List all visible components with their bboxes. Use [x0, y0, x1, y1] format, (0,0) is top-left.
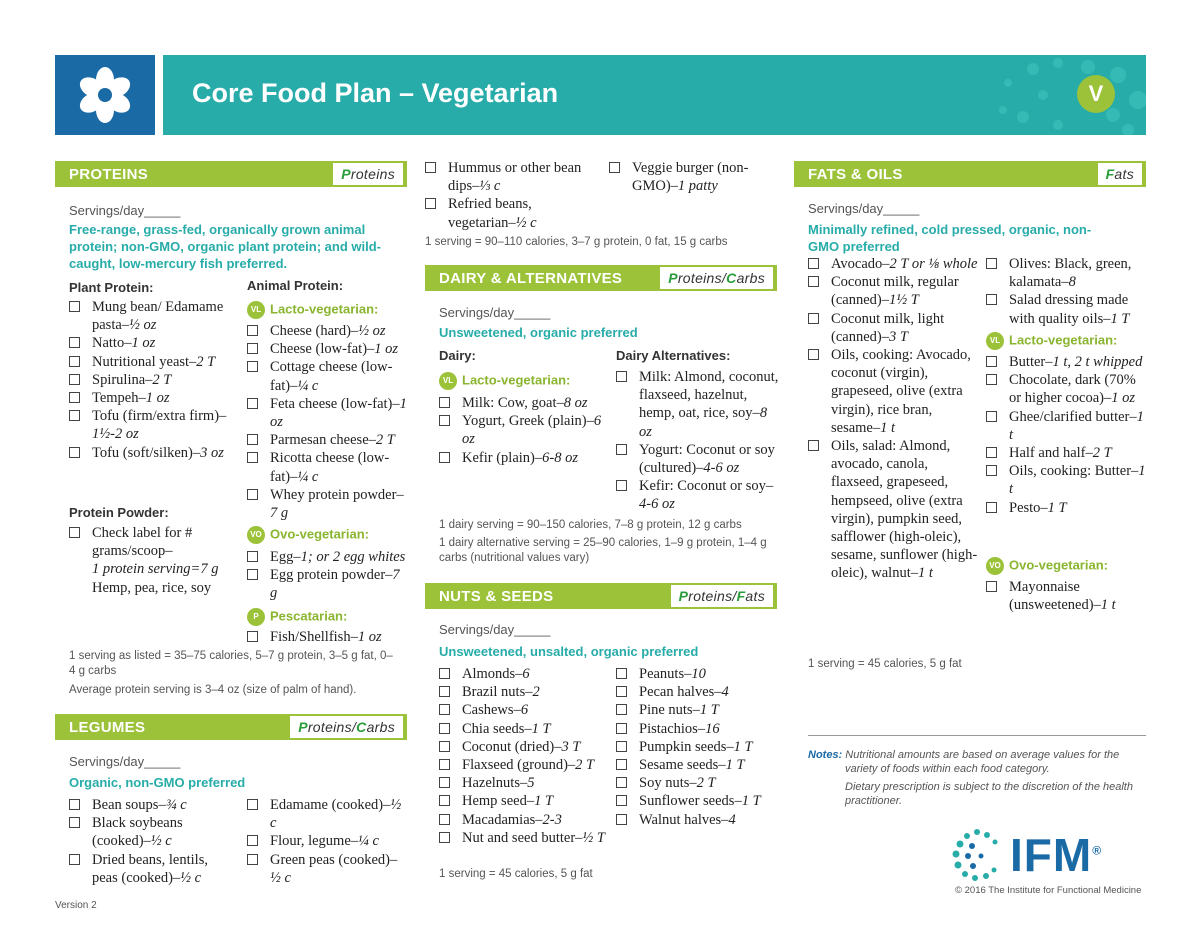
list-item: Avocado–2 T or ⅛ whole	[808, 255, 978, 273]
fats-list-2	[986, 255, 1146, 328]
category-tag: Proteins/Fats	[671, 585, 773, 607]
legumes-header	[55, 714, 407, 740]
list-item: Green peas (cooked)–½ c	[247, 851, 407, 887]
checkbox[interactable]	[247, 361, 258, 372]
preferred-note: Unsweetened, organic preferred	[439, 325, 638, 340]
category-tag: Proteins	[333, 163, 403, 185]
servings-per-day: Servings/day_____	[439, 305, 551, 320]
ovo-vegetarian-label: VO Ovo-vegetarian:	[986, 557, 1108, 575]
checkbox[interactable]	[69, 392, 80, 403]
page-title: Core Food Plan – Vegetarian	[192, 78, 559, 108]
checkbox[interactable]	[247, 325, 258, 336]
list-item: Whey protein powder–7 g	[247, 486, 409, 522]
protein-powder-list	[69, 524, 241, 597]
proteins-header	[55, 161, 407, 187]
ifm-dots-icon	[947, 826, 1017, 884]
protein-powder-title: Protein Powder:	[69, 505, 169, 520]
checkbox[interactable]	[616, 741, 627, 752]
list-item: Cheese (low-fat)–1 oz	[247, 340, 409, 358]
list-item: Egg–1; or 2 egg whites	[247, 548, 409, 566]
checkbox[interactable]	[247, 799, 258, 810]
list-item: Brazil nuts–2	[439, 683, 609, 701]
checkbox[interactable]	[69, 799, 80, 810]
checkbox[interactable]	[247, 551, 258, 562]
checkbox[interactable]	[616, 795, 627, 806]
checkbox[interactable]	[439, 668, 450, 679]
list-item: Chocolate, dark (70% or higher cocoa)–1 oz	[986, 371, 1146, 407]
checkbox[interactable]	[616, 686, 627, 697]
checkbox[interactable]	[986, 411, 997, 422]
section-title: FATS & OILS	[808, 166, 903, 183]
list-item: Natto–1 oz	[69, 334, 241, 352]
list-item: Milk: Cow, goat–8 oz	[439, 394, 604, 412]
list-item: Yogurt, Greek (plain)–6 oz	[439, 412, 604, 448]
section-title: NUTS & SEEDS	[439, 588, 554, 605]
checkbox[interactable]	[439, 814, 450, 825]
list-item: Kefir: Coconut or soy–4-6 oz	[616, 477, 781, 513]
checkbox[interactable]	[247, 434, 258, 445]
legume-serving-note: 1 serving = 90–110 calories, 3–7 g protein, 0 fat, 15 g carbs	[425, 236, 728, 248]
flower-icon	[55, 55, 155, 135]
list-item: Edamame (cooked)–½ c	[247, 796, 407, 832]
checkbox[interactable]	[616, 444, 627, 455]
nuts-list-1	[439, 665, 609, 847]
checkbox[interactable]	[439, 723, 450, 734]
checkbox[interactable]	[69, 301, 80, 312]
list-item: Soy nuts–2 T	[616, 774, 786, 792]
checkbox[interactable]	[439, 795, 450, 806]
lacto-vegetarian-label: VL Lacto-vegetarian:	[247, 301, 378, 319]
list-item: Bean soups–¾ c	[69, 796, 234, 814]
lacto-vegetarian-label: VL Lacto-vegetarian:	[439, 372, 570, 390]
checkbox[interactable]	[616, 777, 627, 788]
lacto-protein-list	[247, 322, 409, 522]
fats-list-1	[808, 255, 978, 583]
checkbox[interactable]	[986, 294, 997, 305]
animal-protein-title: Animal Protein:	[247, 278, 344, 293]
list-item: Refried beans, vegetarian–½ c	[425, 195, 595, 231]
ovo-protein-list	[247, 548, 409, 603]
fats-ovo-list	[986, 578, 1146, 614]
fats-oils-header	[794, 161, 1146, 187]
list-item: Cheese (hard)–½ oz	[247, 322, 409, 340]
list-item: Macadamias–2-3	[439, 811, 609, 829]
list-item: Egg protein powder–7 g	[247, 566, 409, 602]
checkbox[interactable]	[439, 704, 450, 715]
checkbox[interactable]	[69, 527, 80, 538]
checkbox[interactable]	[247, 489, 258, 500]
list-item: Check label for # grams/scoop– 1 protein serving=7 g Hemp, pea, rice, soy	[69, 524, 241, 597]
list-item: Pine nuts–1 T	[616, 701, 786, 719]
checkbox[interactable]	[69, 374, 80, 385]
checkbox[interactable]	[69, 337, 80, 348]
list-item: Nut and seed butter–½ T	[439, 829, 609, 847]
checkbox[interactable]	[808, 440, 819, 451]
list-item: Half and half–2 T	[986, 444, 1146, 462]
checkbox[interactable]	[616, 759, 627, 770]
legumes-cont-list-1	[425, 159, 595, 232]
list-item: Walnut halves–4	[616, 811, 786, 829]
list-item: Peanuts–10	[616, 665, 786, 683]
checkbox[interactable]	[986, 356, 997, 367]
checkbox[interactable]	[69, 410, 80, 421]
list-item: Sunflower seeds–1 T	[616, 792, 786, 810]
checkbox[interactable]	[425, 162, 436, 173]
pescatarian-label: P Pescatarian:	[247, 608, 347, 626]
list-item: Coconut milk, light (canned)–3 T	[808, 310, 978, 346]
list-item: Tofu (firm/extra firm)–1½-2 oz	[69, 407, 241, 443]
checkbox[interactable]	[986, 581, 997, 592]
list-item: Butter–1 t, 2 t whipped	[986, 353, 1146, 371]
checkbox[interactable]	[616, 371, 627, 382]
list-item: Salad dressing made with quality oils–1 T	[986, 291, 1146, 327]
list-item: Nutritional yeast–2 T	[69, 353, 241, 371]
list-item: Chia seeds–1 T	[439, 720, 609, 738]
list-item: Veggie burger (non-GMO)–1 patty	[609, 159, 779, 195]
list-item: Pumpkin seeds–1 T	[616, 738, 786, 756]
checkbox[interactable]	[247, 343, 258, 354]
checkbox[interactable]	[439, 686, 450, 697]
list-item: Flaxseed (ground)–2 T	[439, 756, 609, 774]
checkbox[interactable]	[439, 759, 450, 770]
list-item: Mayonnaise (unsweetened)–1 t	[986, 578, 1146, 614]
dairy-list	[439, 394, 604, 467]
checkbox[interactable]	[247, 631, 258, 642]
list-item: Oils, salad: Almond, avocado, canola, flaxseed, grapeseed, hempseed, olive (extra virgin), pumpkin seed, safflower (high-oleic), sesame, sunflower (high-oleic), walnut–1 t	[808, 437, 978, 583]
checkbox[interactable]	[986, 465, 997, 476]
list-item: Coconut (dried)–3 T	[439, 738, 609, 756]
checkbox[interactable]	[69, 854, 80, 865]
list-item: Pecan halves–4	[616, 683, 786, 701]
checkbox[interactable]	[439, 741, 450, 752]
category-tag: Proteins/Carbs	[290, 716, 403, 738]
list-item: Olives: Black, green, kalamata–8	[986, 255, 1146, 291]
checkbox[interactable]	[616, 480, 627, 491]
list-item: Hummus or other bean dips–⅓ c	[425, 159, 595, 195]
checkbox[interactable]	[808, 276, 819, 287]
checkbox[interactable]	[986, 258, 997, 269]
section-title: PROTEINS	[69, 166, 149, 183]
dairy-alternatives-title: Dairy Alternatives:	[616, 348, 731, 363]
list-item: Black soybeans (cooked)–½ c	[69, 814, 234, 850]
servings-per-day: Servings/day_____	[808, 201, 920, 216]
checkbox[interactable]	[986, 374, 997, 385]
legumes-list-2	[247, 796, 407, 887]
dairy-title: Dairy:	[439, 348, 476, 363]
servings-per-day: Servings/day_____	[439, 622, 551, 637]
divider	[808, 735, 1146, 736]
checkbox[interactable]	[425, 198, 436, 209]
checkbox[interactable]	[247, 569, 258, 580]
nuts-list-2	[616, 665, 786, 829]
header-logo	[55, 55, 155, 135]
list-item: Parmesan cheese–2 T	[247, 431, 409, 449]
list-item: Flour, legume–¼ c	[247, 832, 407, 850]
serving-note: 1 serving as listed = 35–75 calories, 5–7 g protein, 3–5 g fat, 0–4 g carbs	[69, 650, 393, 677]
list-item: Dried beans, lentils, peas (cooked)–½ c	[69, 851, 234, 887]
checkbox[interactable]	[986, 447, 997, 458]
checkbox[interactable]	[609, 162, 620, 173]
dairy-alt-serving-note: 1 dairy alternative serving = 25–90 calories, 1–9 g protein, 1–4 g carbs (nutritional values vary)	[439, 537, 767, 564]
list-item: Sesame seeds–1 T	[616, 756, 786, 774]
checkbox[interactable]	[616, 668, 627, 679]
checkbox[interactable]	[439, 397, 450, 408]
list-item: Fish/Shellfish–1 oz	[247, 628, 409, 646]
checkbox[interactable]	[247, 854, 258, 865]
list-item: Feta cheese (low-fat)–1 oz	[247, 395, 409, 431]
list-item: Pistachios–16	[616, 720, 786, 738]
checkbox[interactable]	[808, 258, 819, 269]
checkbox[interactable]	[616, 814, 627, 825]
checkbox[interactable]	[439, 832, 450, 843]
preferred-note: Organic, non-GMO preferred	[69, 775, 246, 790]
list-item: Hazelnuts–5	[439, 774, 609, 792]
nuts-serving-note: 1 serving = 45 calories, 5 g fat	[439, 868, 593, 880]
lacto-vegetarian-label: VL Lacto-vegetarian:	[986, 332, 1117, 350]
list-item: Spirulina–2 T	[69, 371, 241, 389]
list-item: Hemp seed–1 T	[439, 792, 609, 810]
plant-protein-title: Plant Protein:	[69, 280, 154, 295]
checkbox[interactable]	[247, 452, 258, 463]
notes-label: Notes:	[808, 749, 843, 761]
fats-serving-note: 1 serving = 45 calories, 5 g fat	[808, 658, 962, 670]
list-item: Cottage cheese (low-fat)–¼ c	[247, 358, 409, 394]
category-tag: Fats	[1098, 163, 1142, 185]
checkbox[interactable]	[808, 313, 819, 324]
nuts-seeds-header	[425, 583, 777, 609]
checkbox[interactable]	[616, 723, 627, 734]
preferred-note: Free-range, grass-fed, organically grown animal protein; non-GMO, organic plant protein; and wild-caught, low-mercury fish preferred.	[69, 222, 381, 271]
copyright: © 2016 The Institute for Functional Medicine	[955, 885, 1142, 896]
vegetarian-badge: V	[1077, 75, 1115, 113]
legumes-cont-list-2	[609, 159, 779, 195]
section-title: DAIRY & ALTERNATIVES	[439, 270, 623, 287]
notes: Notes: Nutritional amounts are based on average values for the variety of foods within each food category. Dietary prescription is subject to the discretion of the health practitioner.	[808, 749, 1133, 807]
checkbox[interactable]	[439, 777, 450, 788]
checkbox[interactable]	[616, 704, 627, 715]
servings-per-day: Servings/day_____	[69, 203, 181, 218]
serving-size-note: Average protein serving is 3–4 oz (size of palm of hand).	[69, 684, 357, 696]
dairy-serving-note: 1 dairy serving = 90–150 calories, 7–8 g protein, 12 g carbs	[439, 519, 742, 531]
checkbox[interactable]	[986, 502, 997, 513]
list-item: Ghee/clarified butter–1 t	[986, 408, 1146, 444]
preferred-note: Minimally refined, cold pressed, organic, non-GMO preferred	[808, 222, 1092, 254]
checkbox[interactable]	[69, 817, 80, 828]
list-item: Almonds–6	[439, 665, 609, 683]
list-item: Milk: Almond, coconut, flaxseed, hazelnut, hemp, oat, rice, soy–8 oz	[616, 368, 781, 441]
legumes-list-1	[69, 796, 234, 887]
checkbox[interactable]	[247, 398, 258, 409]
category-tag: Proteins/Carbs	[660, 267, 773, 289]
ovo-vegetarian-label: VO Ovo-vegetarian:	[247, 526, 369, 544]
checkbox[interactable]	[439, 415, 450, 426]
ifm-wordmark: IFM®	[1010, 829, 1103, 881]
list-item: Cashews–6	[439, 701, 609, 719]
checkbox[interactable]	[69, 447, 80, 458]
list-item: Kefir (plain)–6-8 oz	[439, 449, 604, 467]
checkbox[interactable]	[69, 356, 80, 367]
checkbox[interactable]	[439, 452, 450, 463]
list-item: Tempeh–1 oz	[69, 389, 241, 407]
list-item: Pesto–1 T	[986, 499, 1146, 517]
list-item: Oils, cooking: Butter–1 t	[986, 462, 1146, 498]
servings-per-day: Servings/day_____	[69, 754, 181, 769]
list-item: Ricotta cheese (low-fat)–¼ c	[247, 449, 409, 485]
dairy-header	[425, 265, 777, 291]
dairy-alternatives-list	[616, 368, 781, 514]
pescatarian-list	[247, 628, 409, 646]
list-item: Tofu (soft/silken)–3 oz	[69, 444, 241, 462]
checkbox[interactable]	[247, 835, 258, 846]
list-item: Yogurt: Coconut or soy (cultured)–4-6 oz	[616, 441, 781, 477]
fats-lacto-list	[986, 353, 1146, 517]
list-item: Mung bean/ Edamame pasta–½ oz	[69, 298, 241, 334]
checkbox[interactable]	[808, 349, 819, 360]
list-item: Oils, cooking: Avocado, coconut (virgin), grapeseed, olive (extra virgin), rice bran, sesame–1 t	[808, 346, 978, 437]
list-item: Coconut milk, regular (canned)–1½ T	[808, 273, 978, 309]
plant-protein-list	[69, 298, 241, 462]
preferred-note: Unsweetened, unsalted, organic preferred	[439, 644, 699, 659]
version: Version 2	[55, 900, 97, 911]
section-title: LEGUMES	[69, 719, 146, 736]
